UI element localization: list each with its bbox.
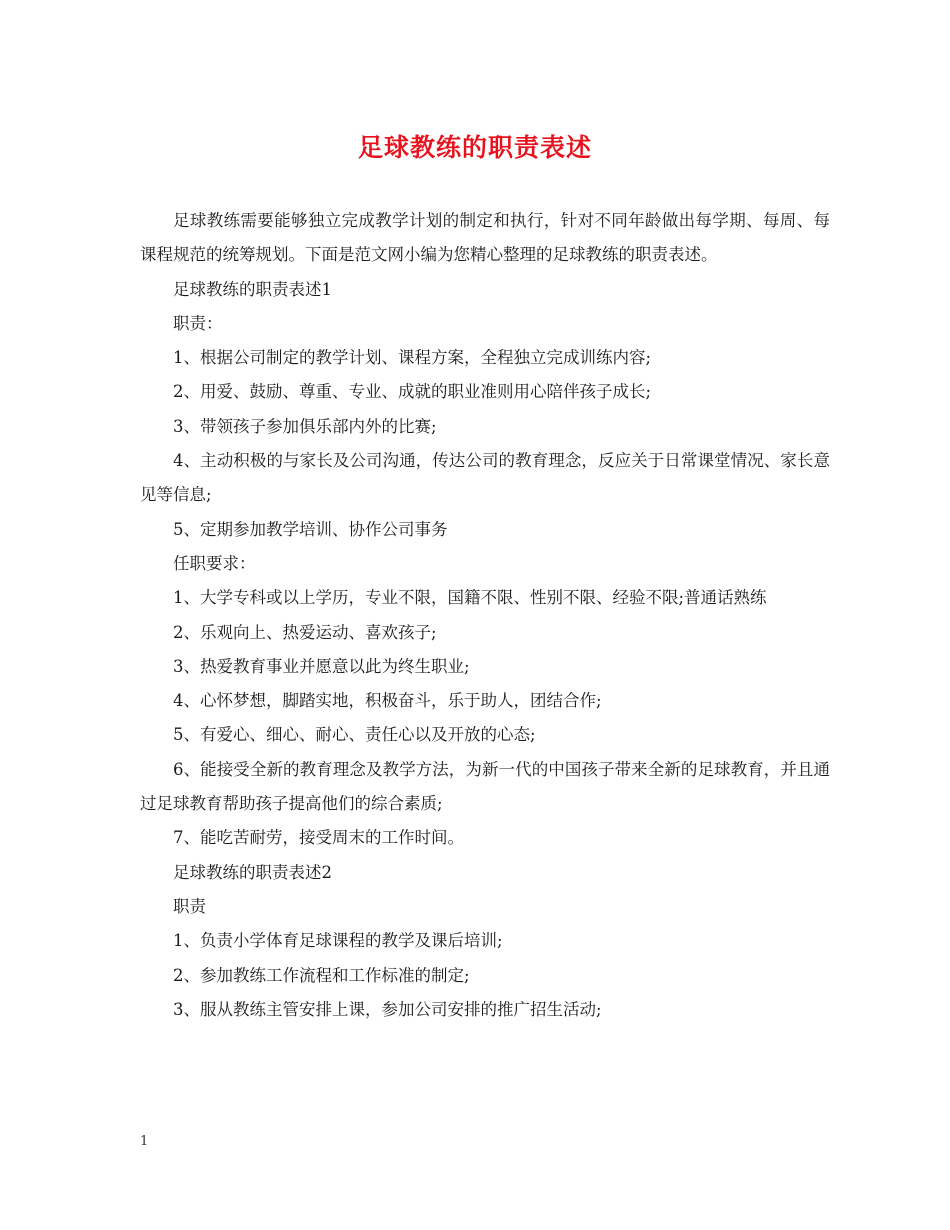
list-item: 6、能接受全新的教育理念及教学方法，为新一代的中国孩子带来全新的足球教育，并且通过足球教育帮助孩子提高他们的综合素质; [140,759,830,814]
list-item: 7、能吃苦耐劳，接受周末的工作时间。 [173,828,464,848]
list-item: 3、热爱教育事业并愿意以此为终生职业; [173,656,470,676]
subheading-duties-2: 职责 [173,896,206,916]
list-item: 1、根据公司制定的教学计划、课程方案，全程独立完成训练内容; [173,348,652,368]
document-body [140,204,830,1027]
list-item: 3、服从教练主管安排上课，参加公司安排的推广招生活动; [173,999,602,1019]
subheading-requirements: 任职要求： [173,553,256,573]
list-item: 1、负责小学体育足球课程的教学及课后培训; [173,931,503,951]
section-heading-1: 足球教练的职责表述1 [173,279,332,299]
subheading-duties-1: 职责： [173,313,223,333]
section-heading-2: 足球教练的职责表述2 [173,862,332,882]
document-title: 足球教练的职责表述 [357,133,592,162]
list-item: 5、定期参加教学培训、协作公司事务 [173,519,448,539]
list-item: 2、参加教练工作流程和工作标准的制定; [173,965,470,985]
list-item: 4、主动积极的与家长及公司沟通，传达公司的教育理念，反应关于日常课堂情况、家长意见等信息; [140,451,830,505]
list-item: 3、带领孩子参加俱乐部内外的比赛; [173,416,437,436]
list-item: 2、乐观向上、热爱运动、喜欢孩子; [173,622,437,642]
list-item: 1、大学专科或以上学历，专业不限，国籍不限、性别不限、经验不限;普通话熟练 [173,588,767,608]
list-item: 4、心怀梦想，脚踏实地，积极奋斗，乐于助人，团结合作; [173,691,602,711]
paragraph-intro: 足球教练需要能够独立完成教学计划的制定和执行，针对不同年龄做出每学期、每周、每课程规范的统筹规划。下面是范文网小编为您精心整理的足球教练的职责表述。 [140,211,830,265]
page-number: 1 [140,1134,149,1149]
list-item: 2、用爱、鼓励、尊重、专业、成就的职业准则用心陪伴孩子成长; [173,382,652,402]
list-item: 5、有爱心、细心、耐心、责任心以及开放的心态; [173,725,536,745]
